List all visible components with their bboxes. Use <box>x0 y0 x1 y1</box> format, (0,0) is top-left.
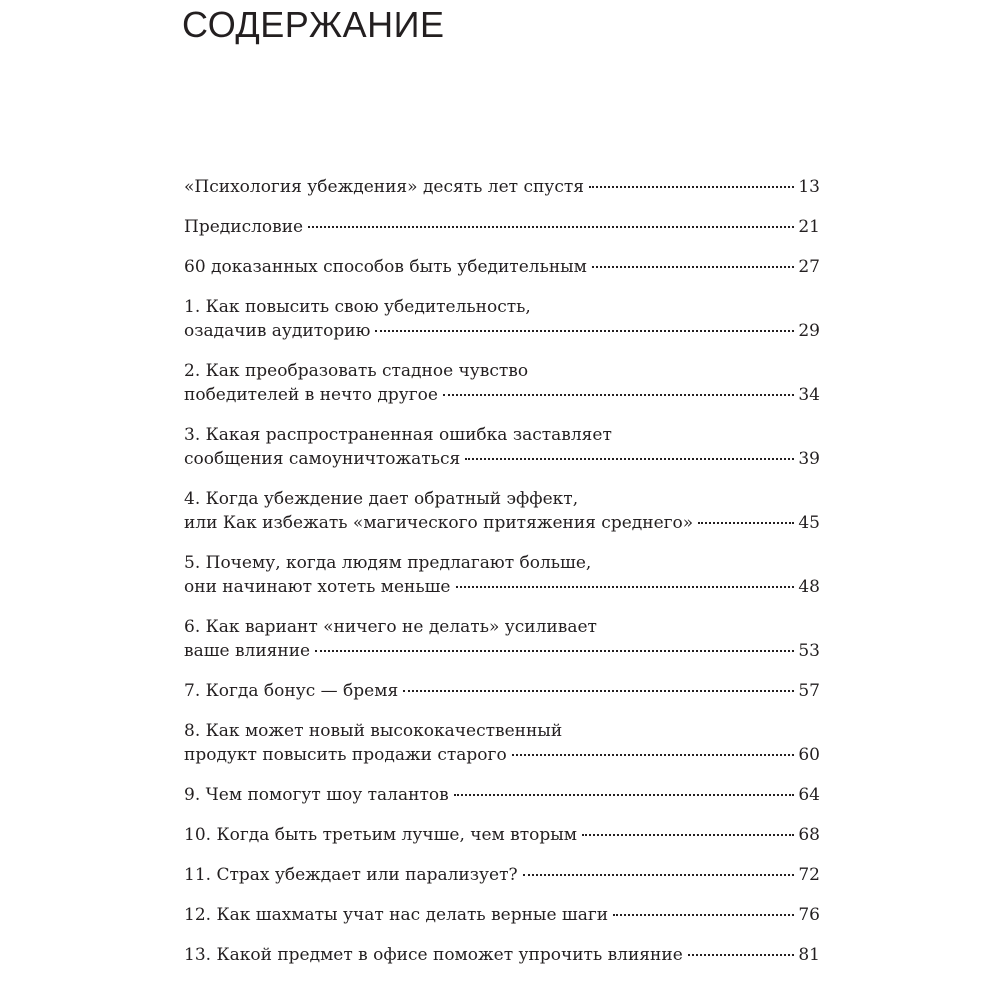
toc-leader-dots <box>456 585 795 588</box>
toc-entry-title: «Психология убеждения» десять лет спустя <box>184 177 584 197</box>
toc-entry-title: 13. Какой предмет в офисе поможет упрочить влияние <box>184 945 683 965</box>
toc-entry-title: 9. Чем помогут шоу талантов <box>184 785 449 805</box>
toc-entry-title-line2: победителей в нечто другое <box>184 385 438 405</box>
toc-leader-dots <box>523 873 795 876</box>
toc-leader-dots <box>403 689 794 692</box>
toc-entry-line <box>184 319 820 343</box>
toc-entry <box>184 295 820 343</box>
toc-entry-line <box>184 511 820 535</box>
toc-entry <box>184 823 820 847</box>
toc-page-number: 76 <box>798 905 820 925</box>
toc-entry-line <box>184 575 820 599</box>
toc-leader-dots <box>375 329 794 332</box>
toc-entry-title-line1: 6. Как вариант «ничего не делать» усиливает <box>184 617 597 637</box>
toc-entry-line <box>184 743 820 767</box>
toc-page-number: 13 <box>798 177 820 197</box>
toc-entry-line <box>184 255 820 279</box>
toc-entry-title-line1: 2. Как преобразовать стадное чувство <box>184 361 529 381</box>
toc-entry-line <box>184 783 820 807</box>
toc-page-number: 27 <box>798 257 820 277</box>
toc-entry-title-line1: 8. Как может новый высококачественный <box>184 721 563 741</box>
toc-entry <box>184 719 820 767</box>
toc-entry <box>184 175 820 199</box>
toc-entry <box>184 255 820 279</box>
toc-entry-line <box>184 175 820 199</box>
toc-page-number: 72 <box>798 865 820 885</box>
toc-leader-dots <box>698 521 794 524</box>
toc-page-number: 21 <box>798 217 820 237</box>
toc-entry-title-line2: продукт повысить продажи старого <box>184 745 507 765</box>
page-title: СОДЕРЖАНИЕ <box>182 4 445 45</box>
toc-entry <box>184 359 820 407</box>
toc-leader-dots <box>454 793 795 796</box>
toc-leader-dots <box>512 753 795 756</box>
toc-page-number: 60 <box>798 745 820 765</box>
toc-entry-line <box>184 639 820 663</box>
toc-page-number: 81 <box>798 945 820 965</box>
toc-page-number: 64 <box>798 785 820 805</box>
toc-entry-title-line2: они начинают хотеть меньше <box>184 577 451 597</box>
toc-entry-title-line2: сообщения самоуничтожаться <box>184 449 461 469</box>
toc-page-number: 34 <box>798 385 820 405</box>
toc-entry-title-line1: 5. Почему, когда людям предлагают больше, <box>184 553 592 573</box>
toc-entry-title-line2: ваше влияние <box>184 641 311 661</box>
toc-entry-title-line2: озадачив аудиторию <box>184 321 371 341</box>
toc-entry-line <box>184 383 820 407</box>
toc-entry-line <box>184 943 820 967</box>
toc-leader-dots <box>443 393 794 396</box>
toc-page-number: 39 <box>798 449 820 469</box>
toc-entry-title: 11. Страх убеждает или парализует? <box>184 865 518 885</box>
toc-page-number: 48 <box>798 577 820 597</box>
toc-entry-title-line2: или Как избежать «магического притяжения среднего» <box>184 513 694 533</box>
toc-entry <box>184 783 820 807</box>
toc-entry <box>184 423 820 471</box>
toc-page-number: 45 <box>798 513 820 533</box>
toc-entry <box>184 943 820 967</box>
toc-page-number: 53 <box>798 641 820 661</box>
toc-leader-dots <box>308 225 794 228</box>
toc-entry-title: 7. Когда бонус — бремя <box>184 681 399 701</box>
toc-entry-line <box>184 863 820 887</box>
toc-entry-title: Предисловие <box>184 217 304 237</box>
toc-leader-dots <box>688 953 795 956</box>
toc-entry-title-line1: 4. Когда убеждение дает обратный эффект, <box>184 489 579 509</box>
toc-page-number: 57 <box>798 681 820 701</box>
toc-leader-dots <box>582 833 794 836</box>
toc-entry-line <box>184 215 820 239</box>
toc-entry <box>184 615 820 663</box>
toc-entry <box>184 903 820 927</box>
toc-leader-dots <box>315 649 794 652</box>
toc-leader-dots <box>465 457 794 460</box>
toc-entry-title: 60 доказанных способов быть убедительным <box>184 257 587 277</box>
toc-entry <box>184 551 820 599</box>
toc-entry <box>184 215 820 239</box>
toc-entry-title-line1: 1. Как повысить свою убедительность, <box>184 297 531 317</box>
toc-entry-title: 10. Когда быть третьим лучше, чем вторым <box>184 825 578 845</box>
toc-entry-line <box>184 447 820 471</box>
toc-entry <box>184 487 820 535</box>
toc-leader-dots <box>589 185 794 188</box>
toc-entry-line <box>184 823 820 847</box>
toc-leader-dots <box>592 265 794 268</box>
toc-leader-dots <box>613 913 794 916</box>
table-of-contents <box>184 175 820 983</box>
toc-entry <box>184 679 820 703</box>
toc-entry <box>184 863 820 887</box>
toc-page-number: 29 <box>798 321 820 341</box>
toc-entry-title-line1: 3. Какая распространенная ошибка заставляет <box>184 425 612 445</box>
toc-entry-title: 12. Как шахматы учат нас делать верные шаги <box>184 905 609 925</box>
toc-page-number: 68 <box>798 825 820 845</box>
toc-entry-line <box>184 679 820 703</box>
toc-entry-line <box>184 903 820 927</box>
